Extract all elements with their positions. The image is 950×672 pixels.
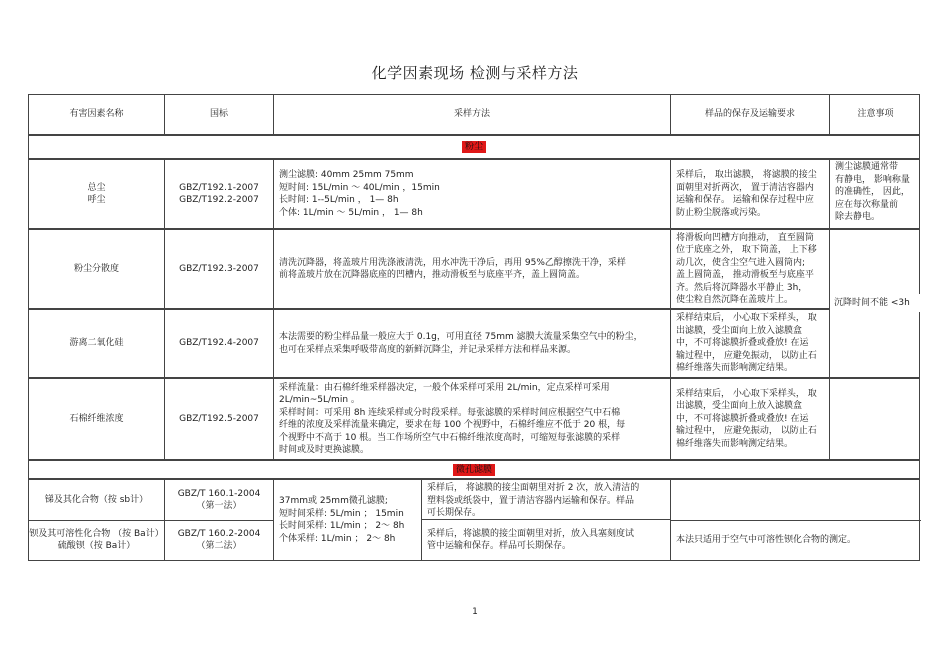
metals-notes-col <box>671 480 921 560</box>
total-dust-notes: 测尘滤膜通常带 有静电， 影响称量 的准确性， 因此， 应在每次称量前 除去静电。 <box>835 162 910 222</box>
silica-name: 游离二氧化硅 <box>29 310 165 377</box>
asbestos-name: 石棉纤维浓度 <box>29 379 165 459</box>
silica-storage: 采样结束后， 小心取下采样头， 取 出滤膜，受尘面向上放入滤膜盒 中，不可将滤膜折叠或叠放! 在运 输过程中， 应避免振动， 以防止石 棉纤维落失而影响测定结果。 <box>671 310 830 377</box>
metals-shared-method: 37mm或 25mm微孔滤膜; 短时间采样: 5L/min ； 15min 长时间采样: 1L/min ； 2～ 8h 个体采样: 1L/min ； 2～ 8h <box>274 480 422 560</box>
antimony-notes <box>671 480 921 521</box>
table-row-metals <box>28 479 920 561</box>
header-storage: 样品的保存及运输要求 <box>671 95 830 134</box>
section-dust-row <box>28 135 920 159</box>
page-number: 1 <box>472 607 478 617</box>
silica-notes <box>830 310 921 377</box>
asbestos-notes <box>830 379 921 459</box>
header-hazard-name: 有害因素名称 <box>29 95 165 134</box>
metals-name-col <box>29 480 165 560</box>
dispersion-standard: GBZ/T192.3-2007 <box>165 230 274 308</box>
table-row-total-dust <box>28 159 920 229</box>
barium-name: 钡及其可溶性化合物 （按 Ba计） 硫酸钡（按 Ba计） <box>29 528 164 551</box>
table-header-row <box>28 94 920 135</box>
dispersion-method: 清洗沉降器，将盖玻片用洗涤液清洗，用水冲洗干净后，再用 95%乙醇擦洗干净，采样 前将盖玻片放在沉降器底座的凹槽内，推动滑板至与底座平齐，盖上圆筒盖。 <box>274 230 671 308</box>
asbestos-storage: 采样结束后， 小心取下采样头， 取 出滤膜，受尘面向上放入滤膜盒 中，不可将滤膜折叠或叠放! 在运 输过程中， 应避免振动， 以防止石 棉纤维落失而影响测定结果。 <box>671 379 830 459</box>
barium-standard: GBZ/T 160.2-2004 （第二法） <box>177 528 261 551</box>
section-micro-label: 微孔滤膜 <box>453 464 495 476</box>
barium-storage: 采样后，将滤膜的接尘面朝里对折，放入具塞刻度试 管中运输和保存。样品可长期保存。 <box>427 528 635 551</box>
sedimentation-note: 沉降时间不能 <3h <box>830 294 920 312</box>
silica-method: 本法需要的粉尘样品量一般应大于 0.1g，可用直径 75mm 滤膜大流量采集空气中的粉尘， 也可在采样点采集呼吸带高度的新鲜沉降尘，并记录采样方法和样品来源。 <box>274 310 671 377</box>
asbestos-method: 采样流量：由石棉纤维采样器决定，一般个体采样可采用 2L/min，定点采样可采用 2L/min~5L/min 。 采样时间：可采用 8h 连续采样或分时段采样。每张滤膜的采样时间应根据空气中石棉 纤维的浓度及采样流量来确定，要求在每 100 个视野中，石棉纤维应不低于 20 根，每 个视野中不高于 10 根。当工作场所空气中石棉纤维浓度高时，可缩短每张滤膜的采样 时间或及时更换滤膜。 <box>274 379 671 459</box>
total-dust-standard: GBZ/T192.1-2007 GBZ/T192.2-2007 <box>165 160 274 228</box>
header-standard: 国标 <box>165 95 274 134</box>
table-row-asbestos <box>28 378 920 460</box>
section-dust-label: 粉尘 <box>462 141 486 153</box>
metals-standard-col <box>165 480 274 560</box>
dispersion-name: 粉尘分散度 <box>29 230 165 308</box>
page-title: 化学因素现场 检测与采样方法 <box>371 64 579 82</box>
antimony-storage: 采样后， 将滤膜的接尘面朝里对折 2 次，放入清洁的 塑料袋或纸袋中，置于清洁容器内运输和保存。样品 可长期保存。 <box>422 480 670 520</box>
total-dust-storage: 采样后， 取出滤膜， 将滤膜的接尘 面朝里对折两次， 置于清洁容器内 运输和保存。 运输和保存过程中应 防止粉尘脱落或污染。 <box>671 160 830 228</box>
antimony-standard: GBZ/T 160.1-2004 （第一法） <box>165 480 273 521</box>
total-dust-method: 测尘滤膜: 40mm 25mm 75mm 短时间: 15L/min ～ 40L/min ，15min 长时间: 1--5L/min ， 1— 8h 个体: 1L/min ～ 5L/min ， 1— 8h <box>274 160 671 228</box>
header-notes: 注意事项 <box>857 109 894 120</box>
table-row-silica <box>28 309 920 378</box>
table-row-dispersion <box>28 229 920 309</box>
total-dust-name: 总尘 呼尘 <box>29 160 165 228</box>
antimony-name: 锑及其化合物（按 sb计） <box>29 480 164 521</box>
section-micro-row <box>28 460 920 479</box>
barium-notes: 本法只适用于空气中可溶性钡化合物的测定。 <box>676 534 857 545</box>
header-method: 采样方法 <box>274 95 671 134</box>
metals-storage-col <box>422 480 671 560</box>
asbestos-standard: GBZ/T192.5-2007 <box>165 379 274 459</box>
dispersion-storage: 将滑板向凹槽方向推动， 直至圆筒 位于底座之外， 取下筒盖， 上下移 动几次，使含尘空气进入圆筒内; 盖上圆筒盖， 推动滑板至与底座平 齐。然后将沉降器水平静止 3h， 使尘粒自然沉降在盖玻片上。 <box>671 230 830 308</box>
silica-standard: GBZ/T192.4-2007 <box>165 310 274 377</box>
